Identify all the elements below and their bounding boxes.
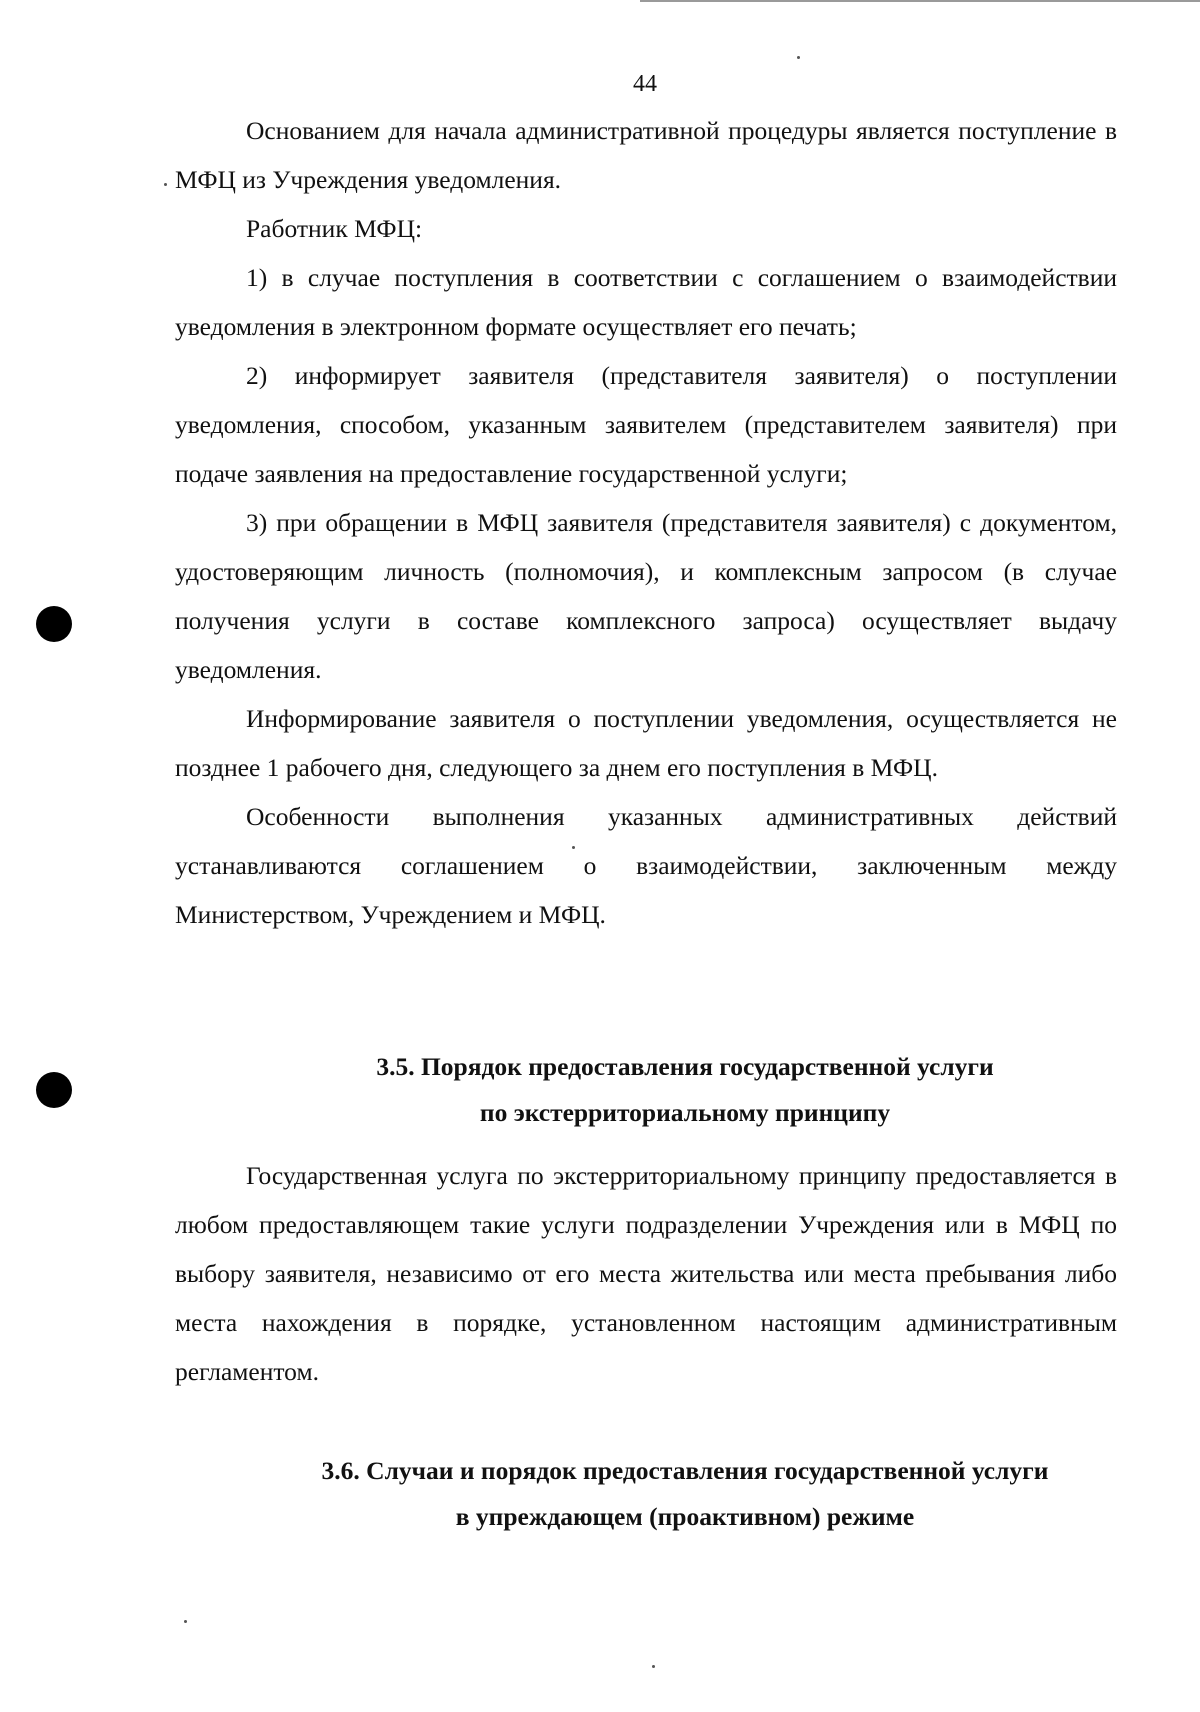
- section-3-5-heading: [175, 1044, 1195, 1136]
- section-3-5-heading-line1: 3.5. Порядок предоставления государственной услуги: [376, 1052, 994, 1081]
- scan-speck: [652, 1665, 655, 1668]
- page-number: 44: [633, 71, 657, 97]
- punch-hole: [36, 1072, 72, 1108]
- scan-speck: [164, 183, 167, 186]
- section-3-5-body: [175, 1151, 1117, 1396]
- scan-top-edge: [640, 0, 1200, 2]
- section-3-6-heading-line2: в упреждающем (проактивном) режиме: [455, 1502, 915, 1531]
- paragraph-basis: Основанием для начала административной процедуры является поступление в МФЦ из Учреждения уведомления.: [175, 116, 1117, 194]
- paragraph-extraterritorial: Государственная услуга по экстерриториальному принципу предоставляется в любом предоставляющем такие услуги подразделении Учреждения или в МФЦ по выбору заявителя, независимо от его места жительства или места пребывания либо места нахождения в порядке, установленном настоящим административным регламентом.: [175, 1161, 1117, 1386]
- section-3-6-heading: [175, 1448, 1195, 1540]
- scan-speck: [184, 1620, 187, 1623]
- body-text-block: [175, 106, 1117, 939]
- scan-speck: [572, 846, 575, 849]
- paragraph-informing: Информирование заявителя о поступлении уведомления, осуществляется не позднее 1 рабочего дня, следующего за днем его поступления в МФЦ.: [175, 704, 1117, 782]
- paragraph-mfc-worker: Работник МФЦ:: [246, 214, 423, 243]
- section-3-5-heading-line2: по экстерриториальному принципу: [479, 1098, 891, 1127]
- scan-speck: [797, 56, 800, 59]
- paragraph-item-3: 3) при обращении в МФЦ заявителя (представителя заявителя) с документом, удостоверяющим личность (полномочия), и комплексным запросом (в случае получения услуги в составе комплексного запроса) осуществляет выдачу уведомления.: [175, 508, 1117, 684]
- paragraph-item-2: 2) информирует заявителя (представителя заявителя) о поступлении уведомления, способом, указанным заявителем (представителем заявителя) при подаче заявления на предоставление государственной услуги;: [175, 361, 1117, 488]
- punch-hole: [36, 606, 72, 642]
- paragraph-item-1: 1) в случае поступления в соответствии с соглашением о взаимодействии уведомления в электронном формате осуществляет его печать;: [175, 263, 1117, 341]
- paragraph-features: Особенности выполнения указанных административных действий устанавливаются соглашением о взаимодействии, заключенным между Министерством, Учреждением и МФЦ.: [175, 802, 1117, 929]
- section-3-6-heading-line1: 3.6. Случаи и порядок предоставления государственной услуги: [321, 1456, 1049, 1485]
